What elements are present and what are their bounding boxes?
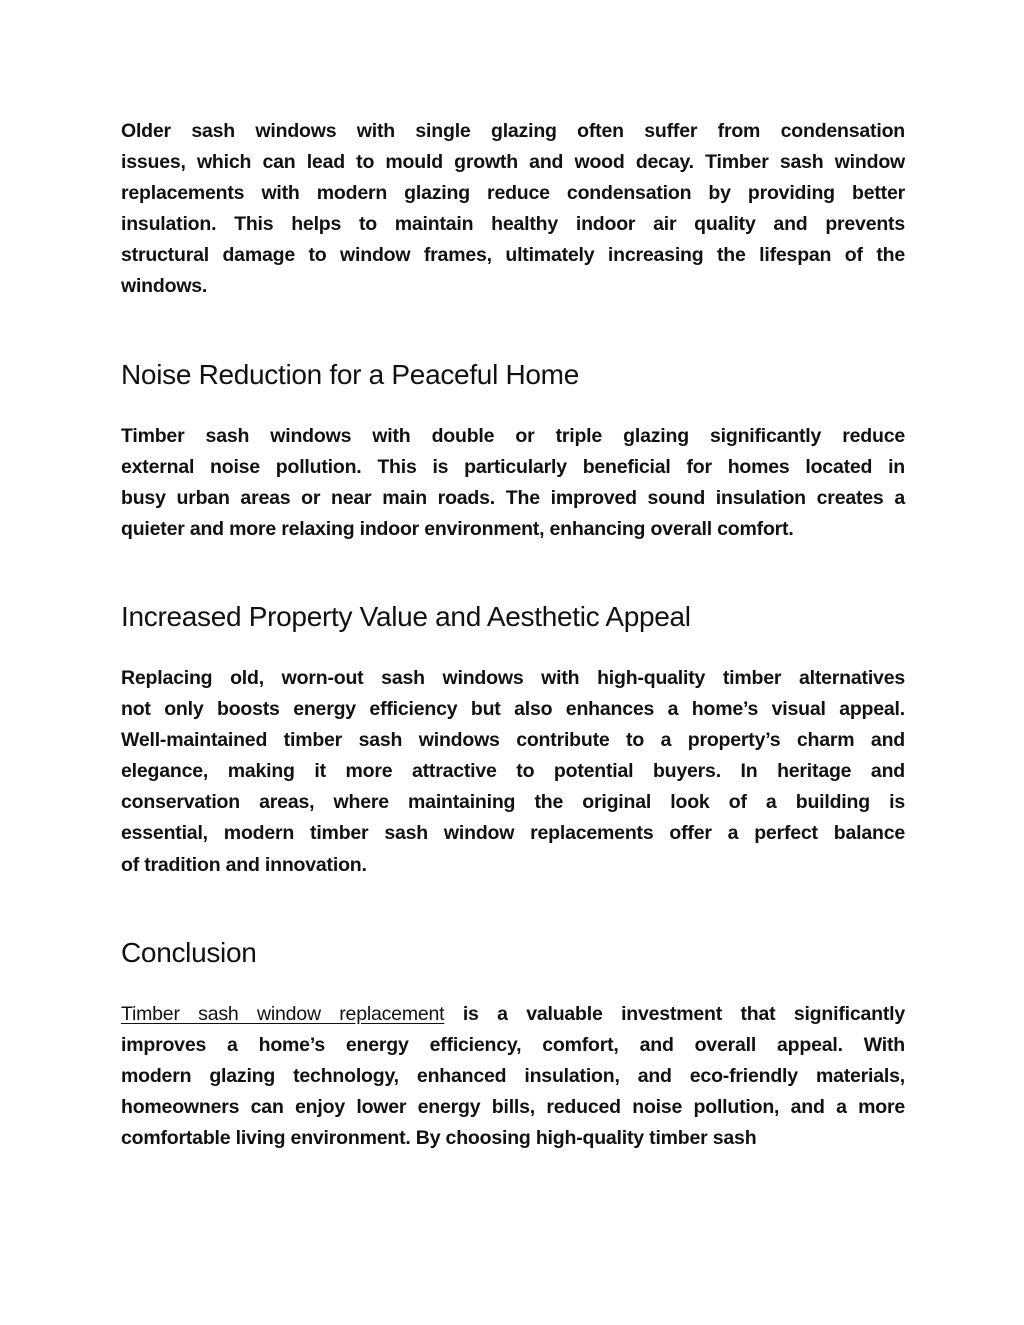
noise-paragraph [121,421,905,545]
conclusion-line: comfortable living environment. By choosing high-quality timber sash [121,1126,757,1149]
value-paragraph [121,663,905,881]
value-line: not only boosts energy efficiency but also enhances a home’s visual appeal. [121,698,905,721]
intro-line: Older sash windows with single glazing often suffer from condensation [121,120,905,142]
value-heading: Increased Property Value and Aesthetic Appeal [121,600,691,632]
intro-line: structural damage to window frames, ultimately increasing the lifespan of the [121,244,905,267]
noise-line: Timber sash windows with double or triple glazing significantly reduce [121,424,905,447]
intro-line: issues, which can lead to mould growth and wood decay. Timber sash window [121,151,905,174]
noise-line: quieter and more relaxing indoor environment, enhancing overall comfort. [121,517,794,540]
value-line: elegance, making it more attractive to potential buyers. In heritage and [121,760,905,783]
conclusion-first-line-text: is a valuable investment that significantly [444,1002,905,1025]
intro-line: insulation. This helps to maintain healthy indoor air quality and prevents [121,213,905,236]
noise-line: external noise pollution. This is particularly beneficial for homes located in [121,455,905,478]
conclusion-paragraph [121,999,905,1154]
noise-line: busy urban areas or near main roads. The improved sound insulation creates a [121,486,905,509]
conclusion-line: improves a home’s energy efficiency, comfort, and overall appeal. With [121,1033,905,1056]
value-line: Replacing old, worn-out sash windows with high-quality timber alternatives [121,666,905,689]
conclusion-first-line [121,999,905,1030]
value-line: Well-maintained timber sash windows contribute to a property’s charm and [121,729,905,752]
conclusion-line: modern glazing technology, enhanced insulation, and eco-friendly materials, [121,1064,905,1087]
intro-paragraph [121,116,905,303]
value-line: essential, modern timber sash window replacements offer a perfect balance [121,822,905,845]
intro-line: windows. [121,275,208,298]
value-line: of tradition and innovation. [121,853,367,876]
timber-sash-window-replacement-link[interactable]: Timber sash window replacement [121,1002,445,1025]
value-line: conservation areas, where maintaining the original look of a building is [121,791,905,814]
noise-heading: Noise Reduction for a Peaceful Home [121,358,579,390]
conclusion-line: homeowners can enjoy lower energy bills, reduced noise pollution, and a more [121,1095,905,1118]
conclusion-heading: Conclusion [121,936,257,968]
intro-line: replacements with modern glazing reduce condensation by providing better [121,182,905,205]
document-page [121,116,905,1154]
